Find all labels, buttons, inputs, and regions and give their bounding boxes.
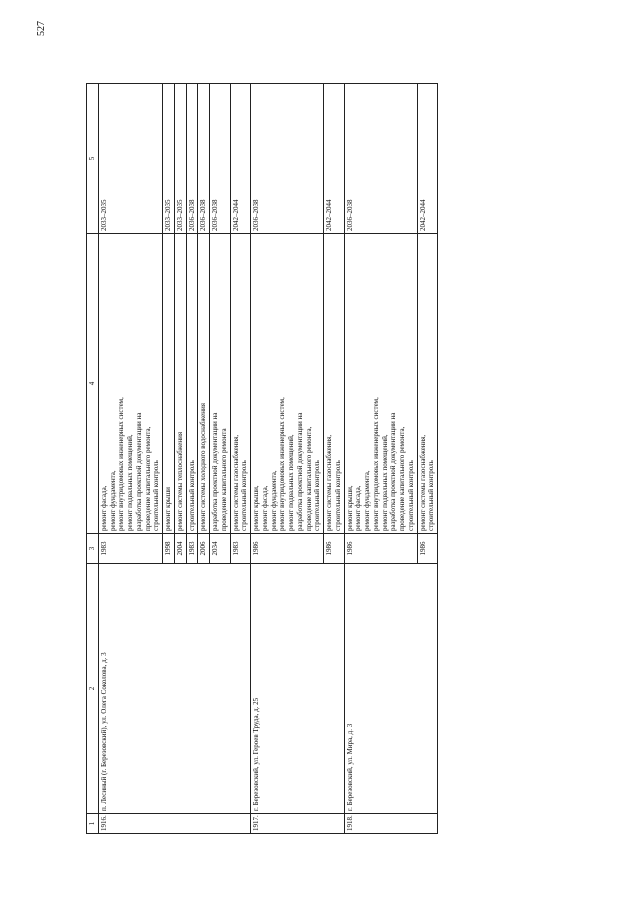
year-cell: 1983	[230, 534, 251, 564]
header-cell-4: 4	[87, 234, 99, 534]
work-item: ремонт системы теплоснабжения	[175, 431, 184, 531]
period-cell: 2036–2038	[344, 84, 417, 234]
row-number: 1916.	[98, 814, 250, 834]
works-cell	[251, 234, 324, 534]
work-item: ремонт внутридомовых инженерных систем,	[371, 397, 380, 531]
work-item: ремонт крыши,	[252, 485, 260, 531]
header-row	[87, 84, 99, 834]
year-cell: 2034	[210, 534, 231, 564]
repair-schedule-table	[86, 83, 438, 834]
period-cell: 2036–2038	[210, 84, 231, 234]
year-cell: 1986	[417, 534, 438, 564]
work-item: ремонт внутридомовых инженерных систем,	[117, 397, 126, 531]
work-item: разработка проектной документации на	[134, 412, 143, 531]
year-cell: 2004	[174, 534, 186, 564]
works-cell	[198, 234, 210, 534]
period-cell: 2036–2038	[198, 84, 210, 234]
work-item: ремонт крыши,	[345, 485, 354, 531]
period-cell: 2036–2038	[186, 84, 198, 234]
address-cell: г. Березовский, ул. Героев Труда, д. 25	[251, 564, 345, 814]
work-item: ремонт фундамента,	[108, 470, 117, 531]
work-item: ремонт системы газоснабжения,	[325, 434, 333, 531]
period-cell: 2033–2035	[98, 84, 162, 234]
work-item: ремонт фасада,	[260, 485, 269, 531]
works-cell	[417, 234, 438, 534]
header-cell-2: 2	[87, 564, 99, 814]
work-item: проведение капитального ремонта	[219, 428, 228, 531]
work-item: ремонт фасада,	[354, 485, 363, 531]
work-item: строительный контроль	[240, 460, 249, 531]
work-item: строительный контроль	[333, 460, 342, 531]
work-item: ремонт системы газоснабжения,	[231, 434, 240, 531]
work-item: ремонт системы холодного водоснабжения	[199, 403, 208, 531]
row-number: 1917.	[251, 814, 345, 834]
work-item: ремонт подвальных помещений,	[287, 434, 295, 531]
works-cell	[230, 234, 251, 534]
works-cell	[186, 234, 198, 534]
work-item: строительный контроль	[406, 460, 415, 531]
works-cell	[163, 234, 175, 534]
page-number: 527	[36, 21, 47, 36]
work-item: строительный контроль	[427, 460, 436, 531]
period-cell: 2033–2035	[174, 84, 186, 234]
work-item: строительный контроль	[187, 460, 196, 531]
year-cell: 2006	[198, 534, 210, 564]
work-item: разработка проектной документации на	[389, 412, 398, 531]
work-item: ремонт фасада,	[99, 485, 108, 531]
work-item: ремонт подвальных помещений,	[126, 434, 134, 531]
period-cell: 2042–2044	[324, 84, 345, 234]
address-cell: г. Березовский, ул. Мира, д. 3	[344, 564, 438, 814]
period-cell: 2042–2044	[417, 84, 438, 234]
works-cell	[210, 234, 231, 534]
header-cell-1: 1	[87, 814, 99, 834]
row-number: 1918.	[344, 814, 438, 834]
works-cell	[324, 234, 345, 534]
period-cell: 2042–2044	[230, 84, 251, 234]
table-row	[344, 84, 417, 834]
work-item: проведение капитального ремонта,	[304, 426, 313, 531]
works-cell	[344, 234, 417, 534]
year-cell: 1998	[163, 534, 175, 564]
period-cell: 2033–2035	[163, 84, 175, 234]
work-item: проведение капитального ремонта,	[398, 426, 406, 531]
table-row	[98, 84, 162, 834]
work-item: строительный контроль	[152, 460, 161, 531]
work-item: ремонт системы газоснабжения,	[418, 434, 427, 531]
works-cell	[174, 234, 186, 534]
work-item: разработка проектной документации на	[295, 412, 304, 531]
work-item: ремонт подвальных помещений,	[380, 434, 389, 531]
work-item: проведение капитального ремонта,	[143, 426, 152, 531]
year-cell: 1986	[251, 534, 324, 564]
table-row	[251, 84, 324, 834]
rotated-table-sheet	[86, 84, 531, 834]
address-cell: п. Лесиный (г. Березовский), ул. Олега Соколова, д. 3	[98, 564, 250, 814]
work-item: ремонт фундамента,	[363, 470, 371, 531]
work-item: ремонт крыши	[164, 487, 172, 531]
year-cell: 1986	[324, 534, 345, 564]
works-cell	[98, 234, 162, 534]
year-cell: 1986	[344, 534, 417, 564]
table-body	[98, 84, 437, 834]
work-item: строительный контроль	[313, 460, 322, 531]
year-cell: 1983	[98, 534, 162, 564]
work-item: ремонт фундамента,	[269, 470, 278, 531]
period-cell: 2036–2038	[251, 84, 324, 234]
header-cell-5: 5	[87, 84, 99, 234]
year-cell: 1983	[186, 534, 198, 564]
work-item: разработка проектной документации на	[211, 412, 219, 531]
work-item: ремонт внутридомовых инженерных систем,	[278, 397, 287, 531]
header-cell-3: 3	[87, 534, 99, 564]
